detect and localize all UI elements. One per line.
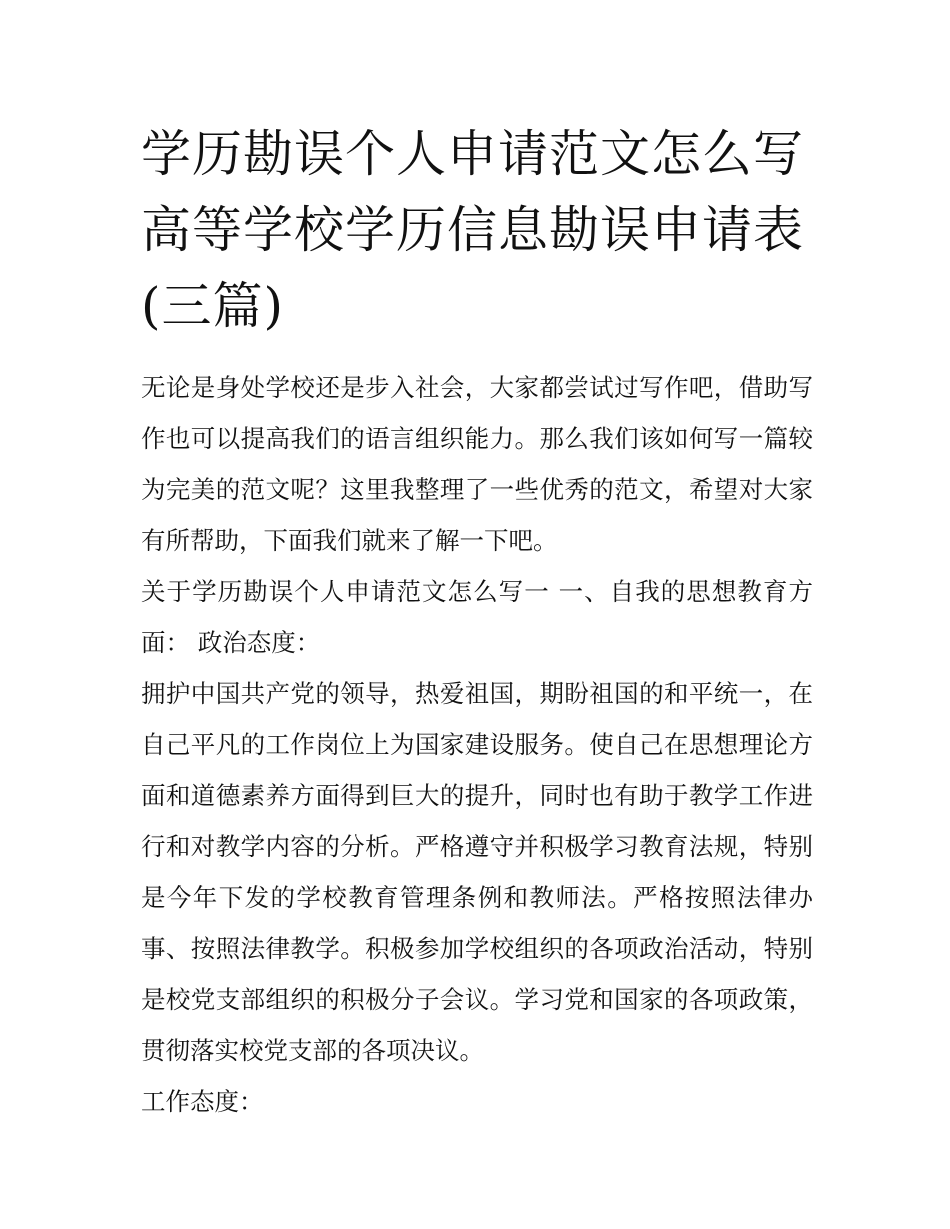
intro-paragraph: 无论是身处学校还是步入社会，大家都尝试过写作吧，借助写作也可以提高我们的语言组织能力。那么我们该如何写一篇较为完美的范文呢？这里我整理了一些优秀的范文，希望对大家有所帮助，下面我们就来了解一下吧。 [141,373,813,555]
work-attitude-heading: 工作态度： [141,1087,264,1116]
title-line-3: (三篇) [141,277,285,335]
title-line-2: 高等学校学历信息勘误申请表 [141,201,804,259]
political-attitude-paragraph: 拥护中国共产党的领导，热爱祖国，期盼祖国的和平统一，在自己平凡的工作岗位上为国家建设服务。使自己在思想理论方面和道德素养方面得到巨大的提升，同时也有助于教学工作进行和对教学内容的分析。严格遵守并积极学习教育法规，特别是今年下发的学校教育管理条例和教师法。严格按照法律办事、按照法律教学。积极参加学校组织的各项政治活动，特别是校党支部组织的积极分子会议。学习党和国家的各项政策，贯彻落实校党支部的各项决议。 [141,679,813,1065]
title-line-1: 学历勘误个人申请范文怎么写 [141,125,804,183]
document-title [141,116,813,344]
document-body [141,116,813,1127]
section-heading-paragraph: 关于学历勘误个人申请范文怎么写一 一、自我的思想教育方面： 政治态度： [141,577,813,657]
